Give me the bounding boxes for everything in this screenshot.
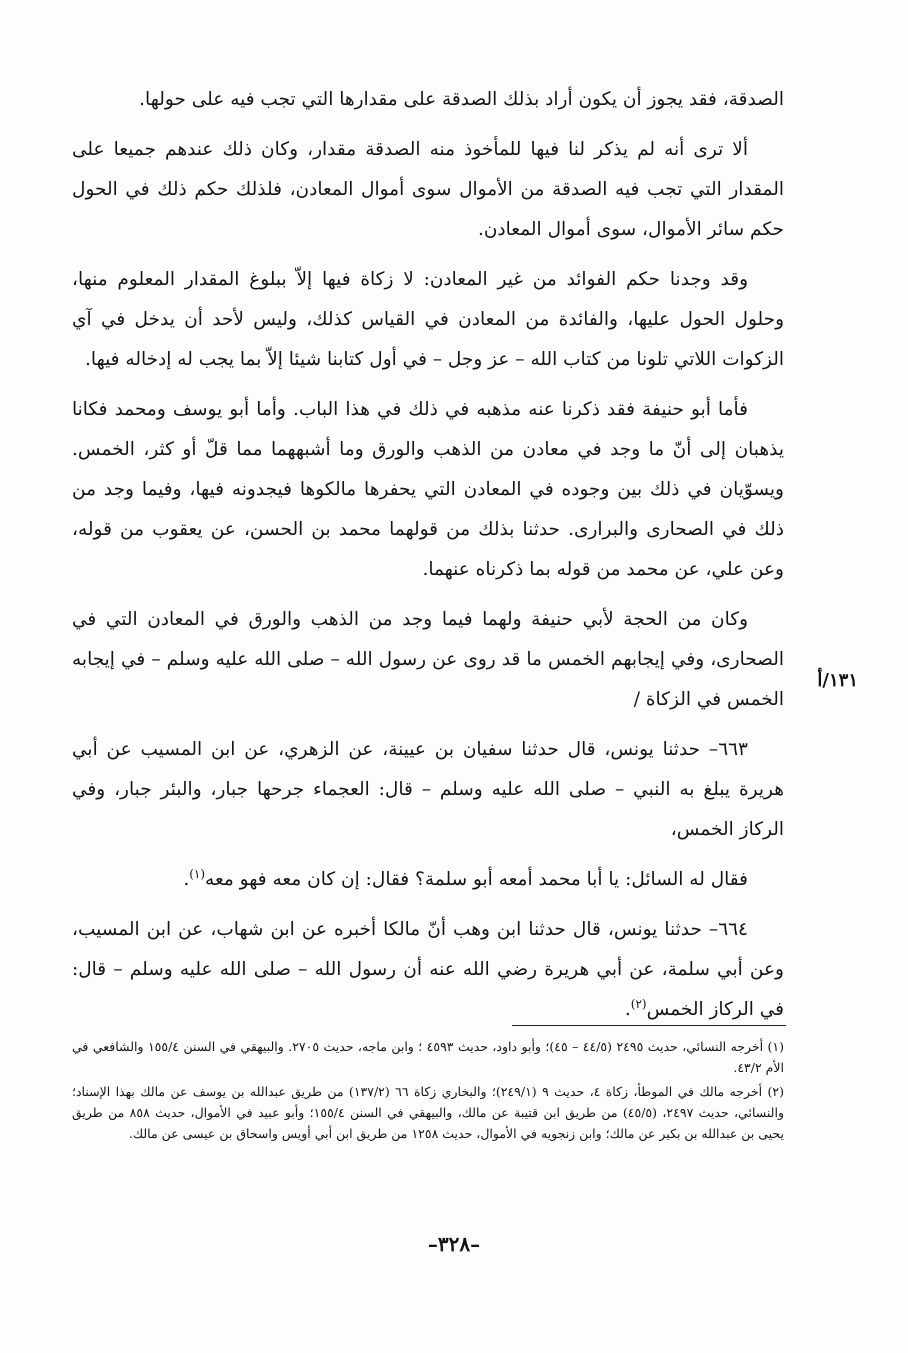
hadith-664-text: ٦٦٤– حدثنا يونس، قال حدثنا ابن وهب أنّ مالكا أخبره عن ابن شهاب، عن ابن المسيب، وعن أبي سلمة، عن أبي هريرة رضي الله عنه أن رسول الله – صلى الله عليه وسلم – قال: في الركاز الخمس: [72, 919, 784, 1020]
footnote-mark-1: (١): [189, 866, 206, 881]
paragraph-2: ألا ترى أنه لم يذكر لنا فيها للمأخوذ منه الصدقة مقدار، وكان ذلك عندهم جميعا على المقدار التي تجب فيه الصدقة من الأموال سوى أموال المعادن، فلذلك حكم ذلك في الحول حكم سائر الأموال، سوى أموال المعادن.: [72, 139, 784, 240]
footnote-1: (١) أخرجه النسائي، حديث ٢٤٩٥ (٤٤/٥ – ٤٥)؛ وأبو داود، حديث ٤٥٩٣ ؛ وابن ماجه، حديث ٢٧٠٥. والبيهقي في السنن ١٥٥/٤ والشافعي في الأم ٤٣/٢.: [72, 1039, 785, 1075]
hadith-664: ٦٦٤– حدثنا يونس، قال حدثنا ابن وهب أنّ مالكا أخبره عن ابن شهاب، عن ابن المسيب، وعن أبي سلمة، عن أبي هريرة رضي الله عنه أن رسول الله – صلى الله عليه وسلم – قال: في الركاز الخمس$^{(٢)}$.: [72, 919, 784, 1020]
manuscript-folio-note: ١٣١/أ: [817, 670, 858, 691]
page-number: –٣٢٨–: [427, 1232, 481, 1256]
footnotes: [72, 1036, 784, 1147]
footnote-divider: [512, 1025, 786, 1026]
paragraph-3: وقد وجدنا حكم الفوائد من غير المعادن: لا زكاة فيها إلاّ ببلوغ المقدار المعلوم منها، وحلول الحول عليها، والفائدة من المعادن في القياس كذلك، وليس لأحد أن يدخل في آي الزكوات اللاتي تلونا من كتاب الله – عز وجل – في أول كتابنا شيئا إلاّ بما يجب له إدخاله فيها.: [72, 269, 784, 370]
paragraph-5: وكان من الحجة لأبي حنيفة ولهما فيما وجد من الذهب والورق في المعادن التي في الصحارى، وفي إيجابهم الخمس ما قد روى عن رسول الله – صلى الله عليه وسلم – في إيجابه الخمس في الزكاة /: [72, 609, 784, 710]
main-text: [72, 80, 784, 1030]
footnote-2: (٢) أخرجه مالك في الموطأ، زكاة ٤، حديث ٩ (٢٤٩/١)؛ والبخاري زكاة ٦٦ (١٣٧/٢) من طريق عبدالله بن يوسف عن مالك بهذا الإسناد؛ والنسائي، حديث ٢٤٩٧، (٤٥/٥) من طريق ابن قتيبة عن مالك، والبيهقي في السنن ١٥٥/٤؛ وأبو عبيد في الأموال، حديث ٨٥٨ من طريق يحيى بن عبدالله بن بكير عن مالك؛ وابن زنجويه في الأموال، حديث ١٢٥٨ من طريق ابن أبي أويس واسحاق بن عيسى عن مالك.: [72, 1084, 784, 1141]
hadith-663-question: فقال له السائل: يا أبا محمد أمعه أبو سلمة؟ فقال: إن كان معه فهو معه$^{(١)}$.: [183, 866, 748, 890]
hadith-663: ٦٦٣– حدثنا يونس، قال حدثنا سفيان بن عيينة، عن الزهري، عن ابن المسيب عن أبي هريرة يبلغ به النبي – صلى الله عليه وسلم – قال: العجماء جرحها جبار، والبئر جبار، وفي الركاز الخمس،: [72, 739, 784, 840]
hadith-663-question-text: فقال له السائل: يا أبا محمد أمعه أبو سلمة؟ فقال: إن كان معه فهو معه: [205, 869, 748, 890]
paragraph-4: فأما أبو حنيفة فقد ذكرنا عنه مذهبه في ذلك في هذا الباب. وأما أبو يوسف ومحمد فكانا يذهبان إلى أنّ ما وجد في معادن من الذهب والورق وما أشبههما مما قلّ أو كثر، الخمس. ويسوّيان في ذلك بين وجوده في المعادن التي يحفرها مالكوها فيجدونه فيها، وفيما وجد من ذلك في الصحارى والبرارى. حدثنا بذلك من قولهما محمد بن الحسن، عن يعقوب من قوله، وعن علي، عن محمد من قوله بما ذكرناه عنهما.: [72, 399, 784, 580]
footnote-mark-2: (٢): [630, 996, 647, 1011]
paragraph-1: الصدقة، فقد يجوز أن يكون أراد بذلك الصدقة على مقدارها التي تجب فيه على حولها.: [139, 89, 784, 110]
